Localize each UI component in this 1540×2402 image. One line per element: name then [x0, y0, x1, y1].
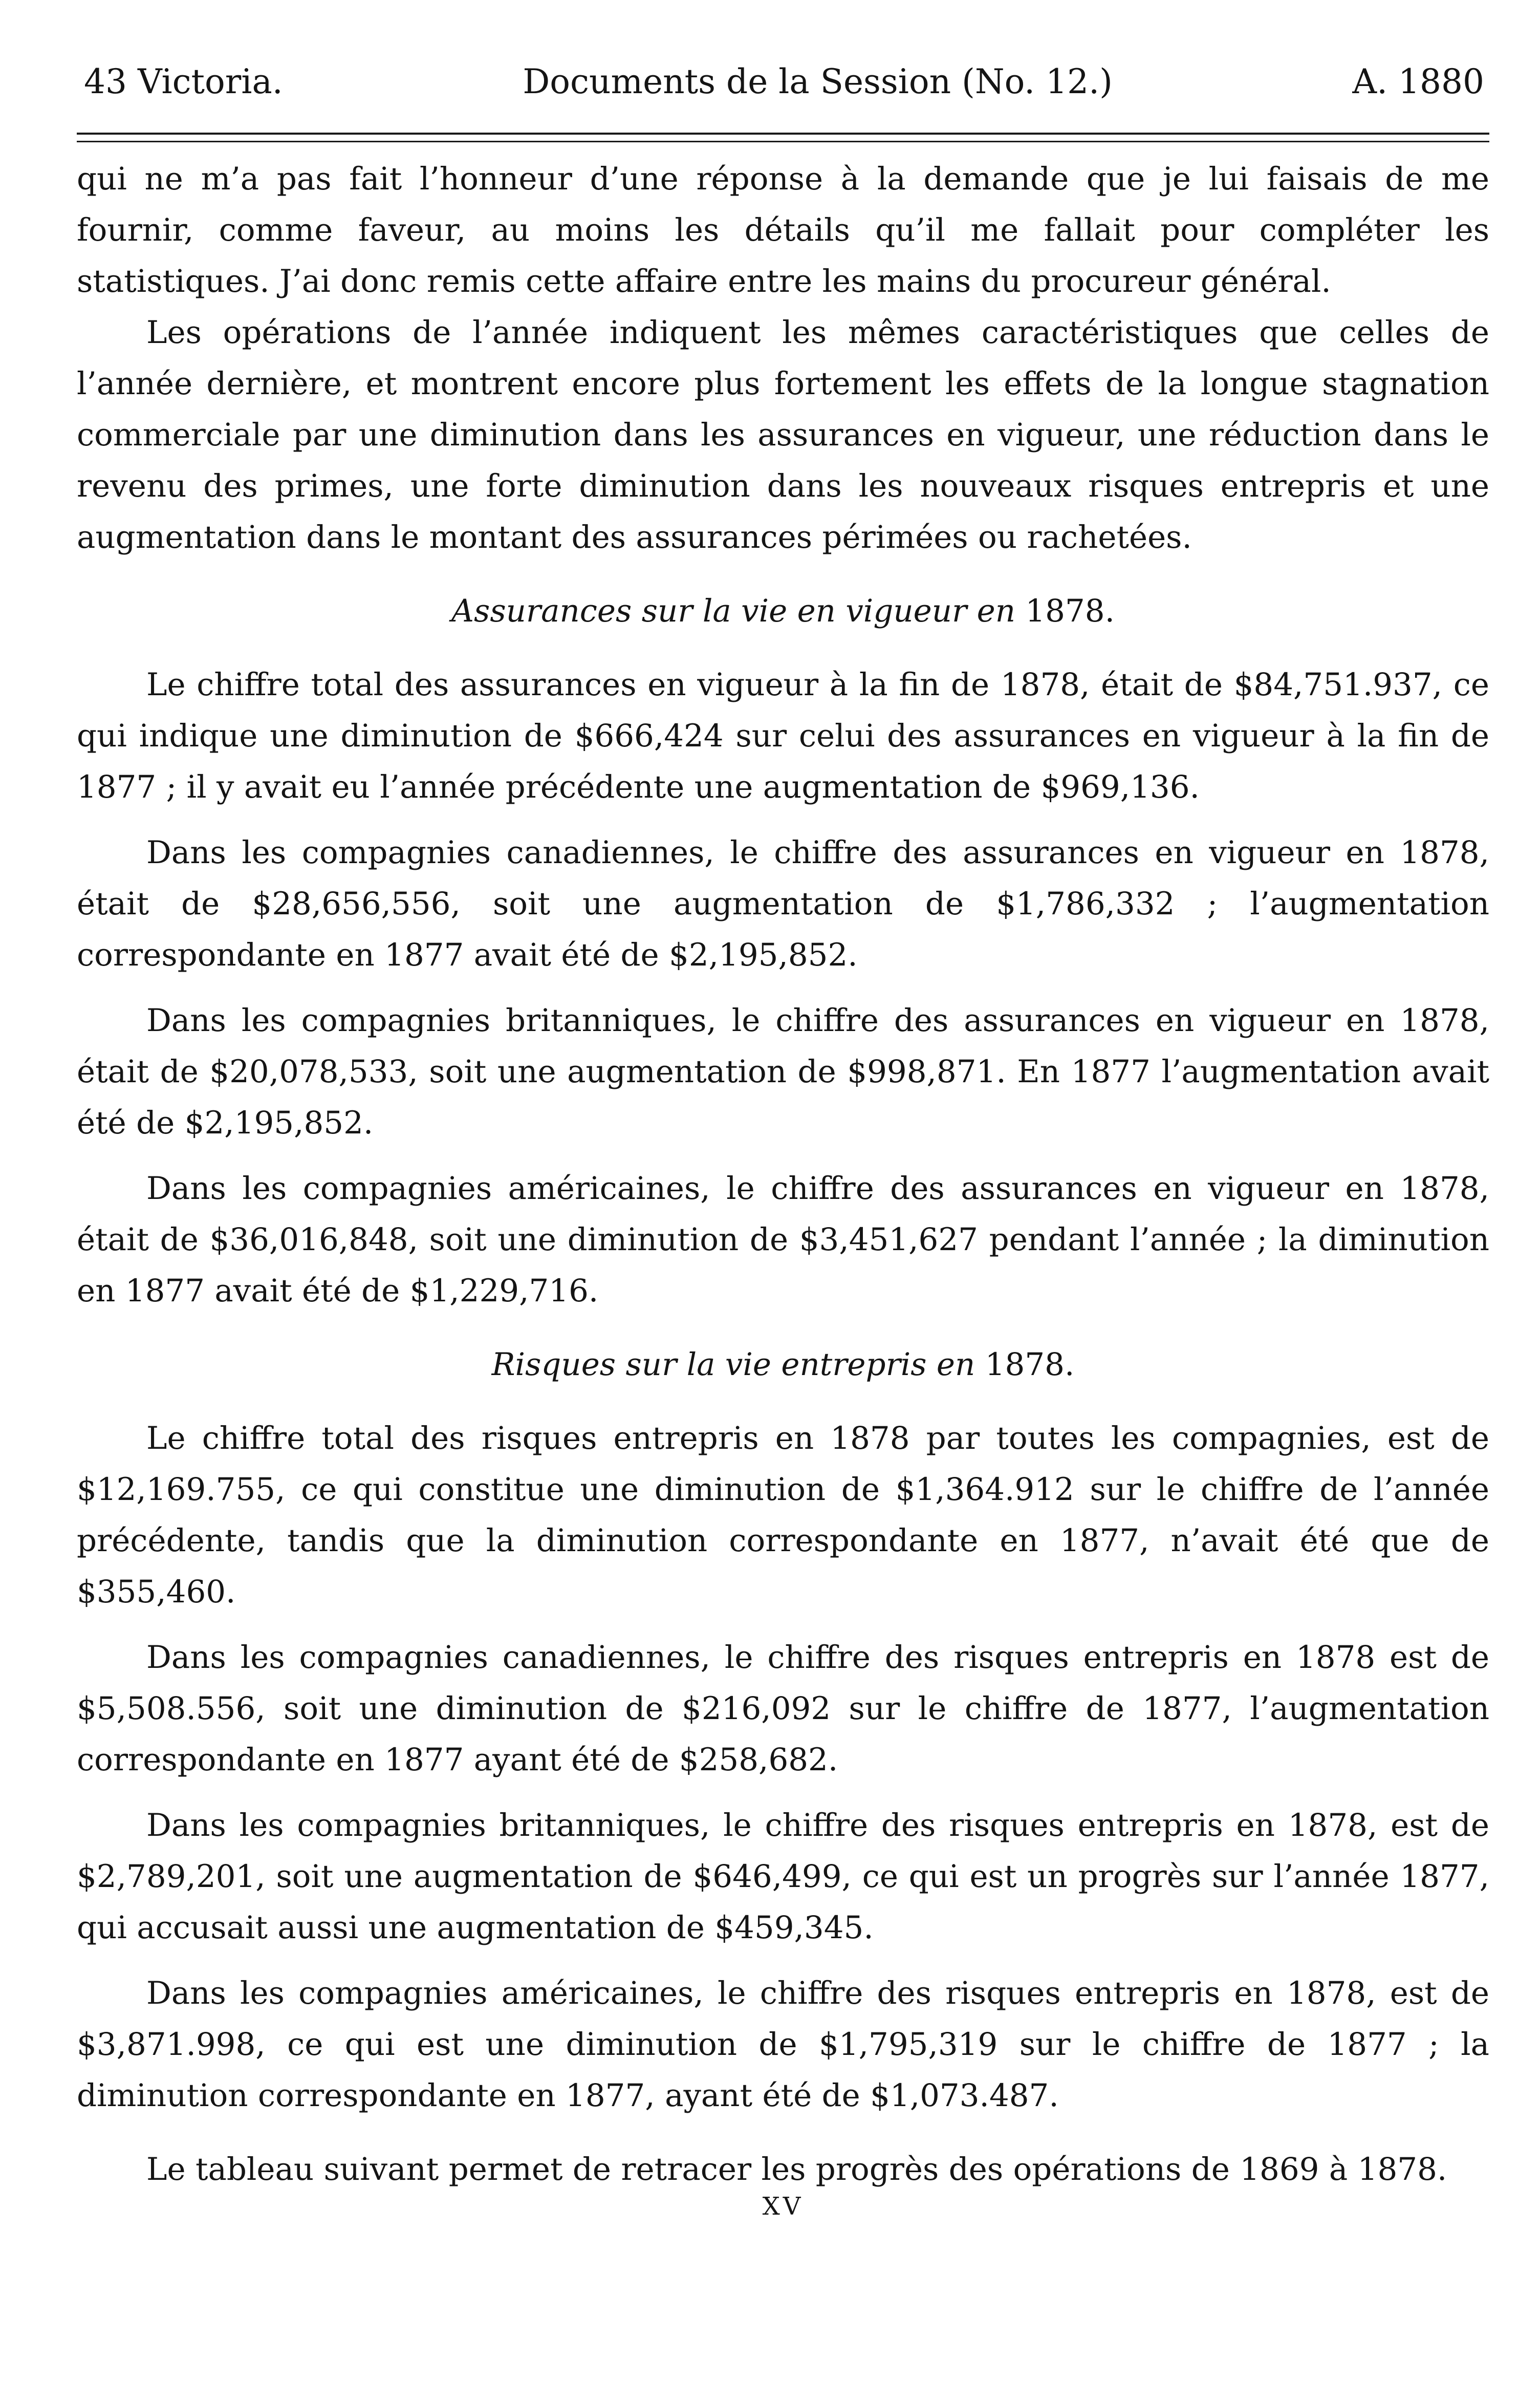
document-page [77, 61, 1489, 2221]
insurance-american-paragraph: Dans les compagnies américaines, le chiffre des assurances en vigueur en 1878, était de $36,016,848, soit une diminution de $3,451,627 pendant l’année ; la diminution en 1877 avait été de $1,229,716. [77, 1170, 1489, 1310]
risks-canadian-paragraph: Dans les compagnies canadiennes, le chiffre des risques entrepris en 1878 est de $5,508.556, soit une diminution de $216,092 sur le chiffre de 1877, l’augmentation correspondante en 1877 ayant été de $258,682. [77, 1639, 1489, 1778]
header-title: Documents de la Session (No. 12.) [523, 62, 1113, 101]
running-header [77, 61, 1489, 102]
insurance-total-paragraph: Le chiffre total des assurances en vigueur à la fin de 1878, était de $84,751.937, ce qui indique une diminution de $666,424 sur celui des assurances en vigueur à la fin de 1877 ; il y avait eu l’année précédente une augmentation de $969,136. [77, 667, 1489, 806]
section-title-risks-undertaken-text: Risques sur la vie entrepris en [491, 1346, 975, 1383]
closing-paragraph: Le tableau suivant permet de retracer les progrès des opérations de 1869 à 1878. [146, 2151, 1447, 2188]
risks-british-paragraph: Dans les compagnies britanniques, le chiffre des risques entrepris en 1878, est de $2,789,201, soit une augmentation de $646,499, ce qui est un progrès sur l’année 1877, qui accusait aussi une augmentation de $459,345. [77, 1807, 1489, 1946]
header-rule-bottom [77, 141, 1489, 142]
section-title-insurance-in-force-year: 1878. [1025, 593, 1115, 630]
intro-paragraph-2: Les opérations de l’année indiquent les mêmes caractéristiques que celles de l’année dernière, et montrent encore plus fortement les effets de la longue stagnation commerciale par une diminution dans les assurances en vigueur, une réduction dans le revenu des primes, une forte diminution dans les nouveaux risques entrepris et une augmentation dans le montant des assurances périmées ou rachetées. [77, 314, 1489, 556]
header-year: A. 1880 [1352, 62, 1484, 101]
risks-american-paragraph: Dans les compagnies américaines, le chiffre des risques entrepris en 1878, est de $3,871.998, ce qui est une diminution de $1,795,319 sur le chiffre de 1877 ; la diminution correspondante en 1877, ayant été de $1,073.487. [77, 1975, 1489, 2114]
insurance-british-paragraph: Dans les compagnies britanniques, le chiffre des assurances en vigueur en 1878, était de $20,078,533, soit une augmentation de $998,871. En 1877 l’augmentation avait été de $2,195,852. [77, 1002, 1489, 1142]
page-number: XV [762, 2192, 804, 2221]
section-title-insurance-in-force-text: Assurances sur la vie en vigueur en [451, 593, 1015, 630]
risks-total-paragraph: Le chiffre total des risques entrepris en 1878 par toutes les compagnies, est de $12,169.755, ce qui constitue une diminution de $1,364.912 sur le chiffre de l’année précédente, tandis que la diminution correspondante en 1877, n’avait été que de $355,460. [77, 1420, 1489, 1611]
section-title-insurance-in-force [77, 586, 1489, 637]
header-rule-top [77, 133, 1489, 135]
header-volume: 43 Victoria. [84, 62, 283, 101]
section-title-risks-undertaken [77, 1339, 1489, 1390]
insurance-canadian-paragraph: Dans les compagnies canadiennes, le chiffre des assurances en vigueur en 1878, était de $28,656,556, soit une augmentation de $1,786,332 ; l’augmentation correspondante en 1877 avait été de $2,195,852. [77, 834, 1489, 974]
intro-paragraph-1: qui ne m’a pas fait l’honneur d’une réponse à la demande que je lui faisais de me fournir, comme faveur, au moins les détails qu’il me fallait pour compléter les statistiques. J’ai donc remis cette affaire entre les mains du procureur général. [77, 161, 1489, 300]
section-title-risks-undertaken-year: 1878. [985, 1346, 1075, 1383]
